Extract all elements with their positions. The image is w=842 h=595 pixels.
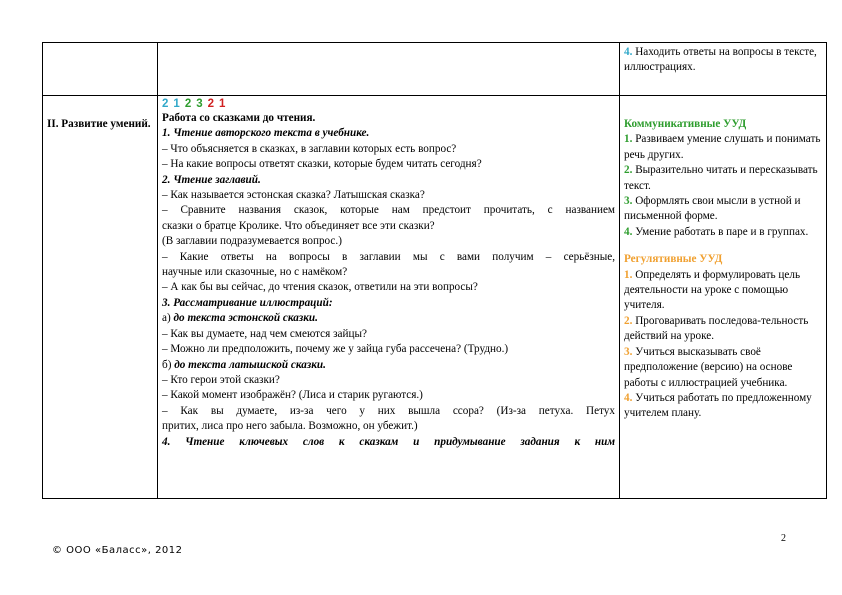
content-line: – Что объясняется в сказках, в заглавии которых есть вопрос? xyxy=(162,142,457,155)
content-line: – На какие вопросы ответят сказки, которые будем читать сегодня? xyxy=(162,158,482,171)
uud-cell xyxy=(620,96,827,499)
content-line: сказки о братце Кролике. Что объединяет все эти сказки? xyxy=(162,219,435,232)
content-line: притих, лиса про него забыла. Возможно, он убежит.) xyxy=(162,420,418,433)
color-mark-digit: 2 xyxy=(162,98,171,110)
content-line: – А как бы вы сейчас, до чтения сказок, ответили на эти вопросы? xyxy=(162,281,478,294)
uud-number: 4. xyxy=(624,225,633,238)
content-line: – Как называется эстонская сказка? Латышская сказка? xyxy=(162,189,425,202)
uud-text: Оформлять свои мысли в устной и письменной форме. xyxy=(624,195,801,223)
communicative-uud-list xyxy=(624,132,822,240)
content-line: – Кто герои этой сказки? xyxy=(162,373,280,386)
table-row xyxy=(43,43,827,96)
uud-item xyxy=(624,391,822,422)
uud-text: Учиться работать по предложенному учителем плану. xyxy=(624,391,812,420)
uud-item xyxy=(624,132,822,163)
table-row xyxy=(43,96,827,499)
color-mark-digit: 1 xyxy=(219,98,228,110)
uud-item xyxy=(624,163,822,194)
content-line: 1. Чтение авторского текста в учебнике. xyxy=(162,127,370,140)
uud-number: 4. xyxy=(624,391,633,404)
content-line: Работа со сказками до чтения. xyxy=(162,112,316,124)
uud-number: 2. xyxy=(624,314,633,327)
content-line: – Какие ответы на вопросы в заглавии мы с вами получим – серьёзные, xyxy=(162,250,615,263)
uud-number: 1. xyxy=(624,133,633,146)
uud-number: 2. xyxy=(624,164,633,177)
page-number: 2 xyxy=(781,533,786,544)
content-line: – Какой момент изображён? (Лиса и старик ругаются.) xyxy=(162,389,423,402)
regulative-uud-title: Регулятивные УУД xyxy=(624,253,723,266)
uud-cell xyxy=(620,43,827,96)
uud-item xyxy=(624,314,822,345)
color-mark-digit: 3 xyxy=(196,98,205,110)
uud-item xyxy=(624,225,822,240)
content-line: – Сравните названия сказок, которые нам предстоит прочитать, с названием xyxy=(162,204,615,217)
color-mark-digit: 1 xyxy=(173,98,182,110)
content-line: (В заглавии подразумевается вопрос.) xyxy=(162,235,342,248)
content-cell xyxy=(158,96,620,499)
uud-number: 1. xyxy=(624,268,633,281)
content-line: 4. Чтение ключевых слов к сказкам и придумывание задания к ним xyxy=(162,435,615,448)
color-mark-digit: 2 xyxy=(207,98,217,110)
stage-cell xyxy=(43,96,158,499)
uud-text: Выразительно читать и пересказывать текст. xyxy=(624,164,818,192)
uud-text: Умение работать в паре и в группах. xyxy=(632,225,809,238)
content-cell xyxy=(158,43,620,96)
color-marks xyxy=(162,98,615,111)
content-line: б) до текста латышской сказки. xyxy=(162,358,326,371)
content-line: 2. Чтение заглавий. xyxy=(162,173,261,186)
uud-text: Определять и формулировать цель деятельности на уроке с помощью учителя. xyxy=(624,268,801,312)
uud-number: 3. xyxy=(624,195,633,208)
uud-number: 4. xyxy=(624,46,633,58)
uud-item xyxy=(624,345,822,391)
content-line: 3. Рассматривание иллюстраций: xyxy=(162,296,333,309)
content-line: – Как вы думаете, из-за чего у них вышла ссора? (Из-за петуха. Петух xyxy=(162,404,615,417)
content-lines xyxy=(162,111,615,450)
uud-item xyxy=(624,268,822,314)
content-line: научные или сказочные, но с намёком? xyxy=(162,266,348,279)
color-mark-digit: 2 xyxy=(184,98,194,110)
regulative-uud-list xyxy=(624,268,822,422)
content-line: – Можно ли предположить, почему же у зайца губа рассечена? (Трудно.) xyxy=(162,343,509,356)
stage-cell xyxy=(43,43,158,96)
uud-text: Учиться высказывать своё предположение (версию) на основе работы с иллюстрацией учебника. xyxy=(624,345,793,389)
content-line: – Как вы думаете, над чем смеются зайцы? xyxy=(162,327,367,340)
uud-item xyxy=(624,194,822,225)
uud-text: Развиваем умение слушать и понимать речь других. xyxy=(624,133,821,161)
uud-item xyxy=(624,45,822,76)
copyright-footer: © ООО «Баласс», 2012 xyxy=(52,545,183,556)
communicative-uud-title: Коммуникативные УУД xyxy=(624,118,747,130)
uud-text: Находить ответы на вопросы в тексте, иллюстрациях. xyxy=(624,46,817,74)
uud-number: 3. xyxy=(624,345,633,358)
lesson-table xyxy=(42,42,827,499)
uud-text: Проговаривать последова-тельность действий на уроке. xyxy=(624,314,809,343)
stage-title: II. Развитие умений. xyxy=(47,118,151,130)
content-line: а) до текста эстонской сказки. xyxy=(162,312,318,325)
